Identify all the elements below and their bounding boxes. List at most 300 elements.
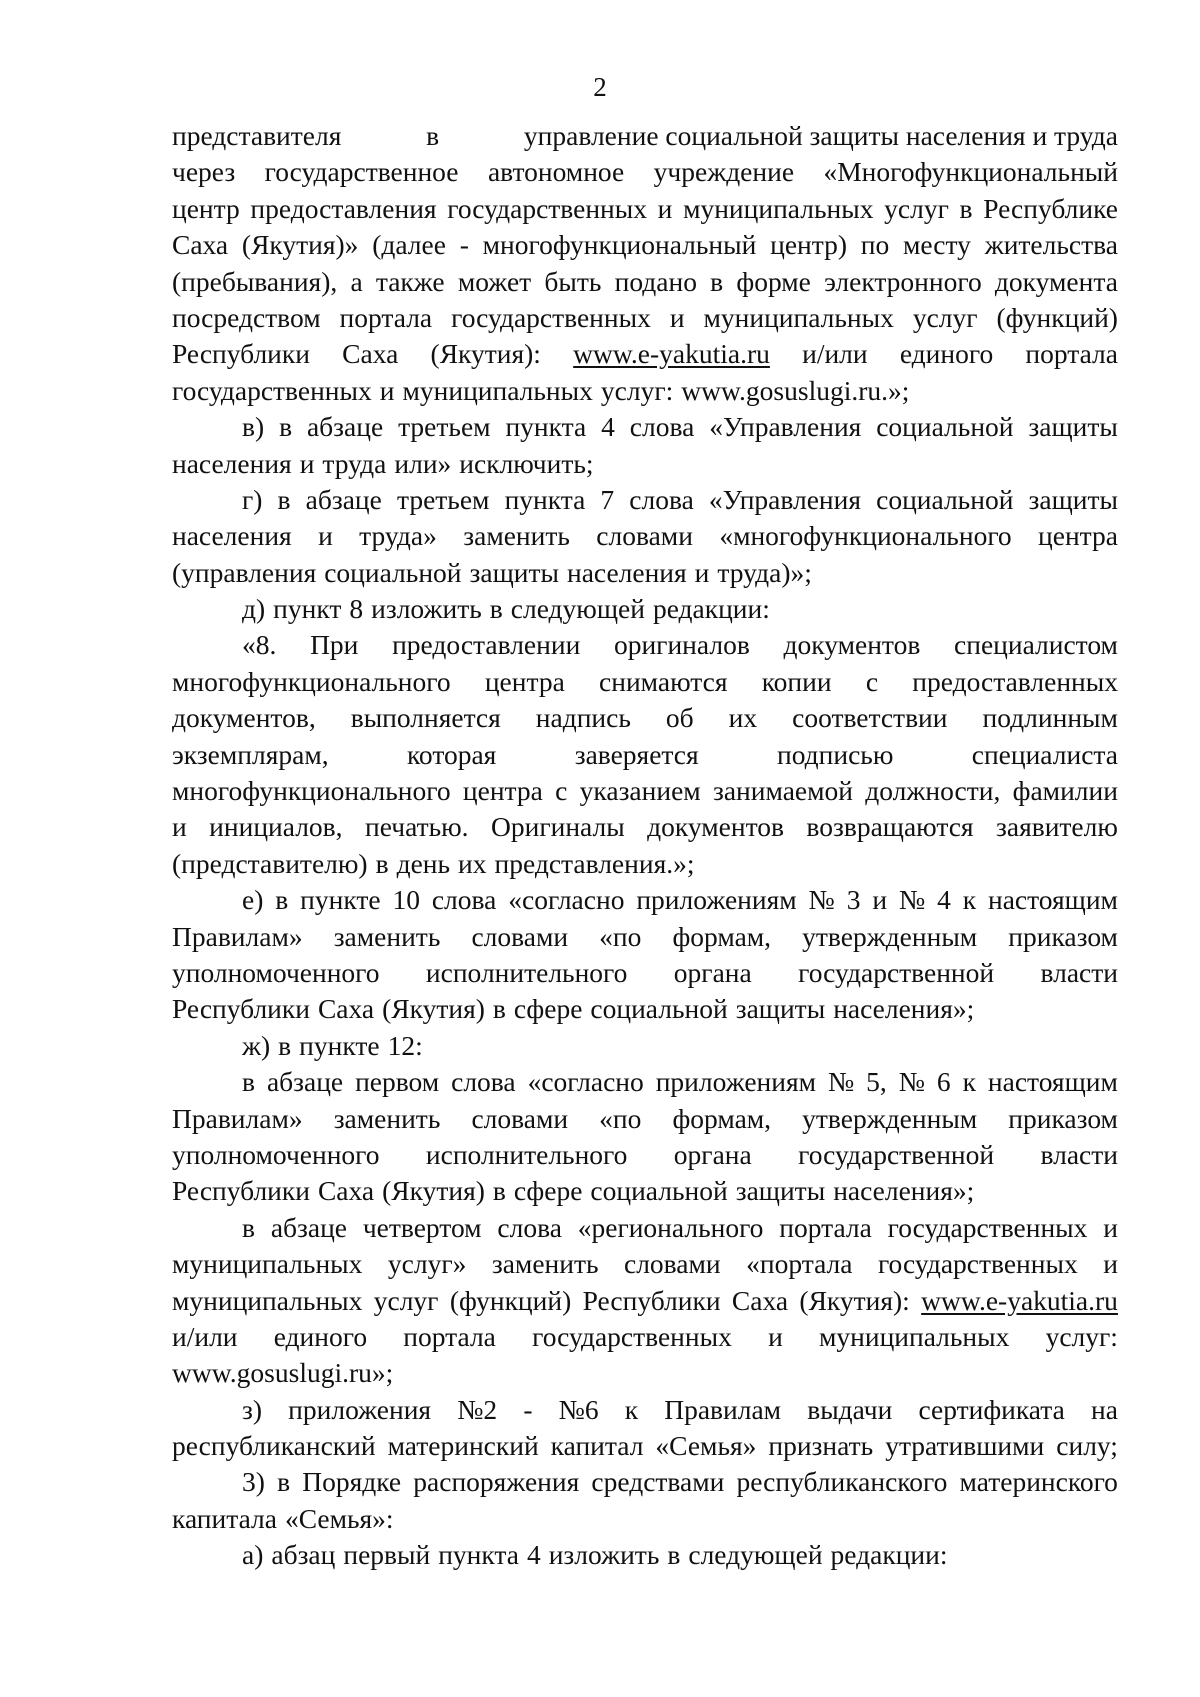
text-word: муниципальных: [818, 1320, 1010, 1352]
text-word: (далее: [372, 229, 446, 261]
text-word: приказом: [1008, 1102, 1118, 1134]
text-word: экземплярам,: [172, 738, 329, 770]
text-word: муниципальных: [172, 1248, 363, 1280]
text-word: оригиналов: [613, 629, 750, 661]
text-word: управление социальной защиты населения и труда: [523, 120, 1118, 151]
text-word: словами: [596, 520, 693, 552]
text-word: (Якутия):: [430, 338, 541, 370]
text-line: [172, 1464, 1118, 1500]
text-word: Саха: [172, 229, 229, 261]
text-word: на: [1090, 1393, 1118, 1425]
text-word: следующей: [688, 1539, 823, 1571]
text-word: надпись: [535, 702, 631, 734]
text-word: социальной: [590, 1175, 728, 1207]
text-word: (функций): [449, 1284, 572, 1316]
text-word: абзаце: [306, 411, 384, 443]
text-word: словами: [471, 920, 569, 952]
text-word: Саха: [317, 993, 375, 1025]
text-word: услуг: [373, 1284, 439, 1316]
text-word: в: [277, 483, 291, 515]
text-word: населения: [566, 556, 687, 588]
text-word: республиканского: [736, 1466, 948, 1498]
text-line: [172, 627, 1118, 663]
text-word: №6: [558, 1393, 599, 1425]
text-word: труда»: [359, 520, 437, 552]
text-word: с: [555, 775, 568, 807]
text-line: [172, 482, 1118, 518]
text-word: занимаемой: [712, 775, 853, 807]
text-word: «Управления: [709, 411, 862, 443]
text-word: и: [318, 520, 333, 552]
text-word: силу;: [1056, 1430, 1118, 1462]
text-word: центра: [462, 775, 543, 807]
text-line: [172, 1501, 1118, 1537]
text-word: выполняется: [350, 702, 501, 734]
text-line: [172, 154, 1118, 190]
text-word: подано: [614, 265, 697, 297]
text-line: [172, 991, 1118, 1027]
text-word: №: [898, 884, 926, 916]
text-word: формам,: [672, 1102, 772, 1134]
text-line: [172, 1173, 1118, 1209]
text-word: капитала: [172, 1502, 277, 1534]
text-word: в: [710, 265, 724, 297]
text-word: Правилам»: [172, 920, 303, 952]
text-word: Саха: [731, 1284, 789, 1316]
text-word: капитал: [550, 1430, 644, 1462]
text-word: в: [375, 847, 389, 879]
text-word: инициалов,: [209, 811, 343, 843]
text-word: социальной: [590, 993, 728, 1025]
text-word: и: [1103, 1248, 1118, 1280]
text-word: органа: [673, 956, 752, 988]
text-word: единого: [899, 338, 994, 370]
text-word: копии: [761, 665, 832, 697]
text-word: которая: [406, 738, 497, 770]
text-word: утратившими: [885, 1430, 1045, 1462]
text-word: и: [1103, 1211, 1118, 1243]
text-line: [172, 1355, 1118, 1391]
text-line: [172, 737, 1118, 773]
text-word: государственных: [887, 1211, 1088, 1243]
text-word: муниципальных: [172, 1284, 363, 1316]
text-word: предоставления: [250, 192, 437, 224]
text-word: труда: [322, 447, 387, 479]
text-word: «Семья»:: [284, 1502, 394, 1534]
text-word: 6: [936, 1066, 951, 1098]
text-word: центра: [1038, 520, 1118, 552]
text-word: выдачи: [807, 1393, 893, 1425]
text-line: [172, 191, 1118, 227]
text-word: 7: [600, 483, 615, 515]
text-word: настоящим: [987, 884, 1118, 916]
text-word: -: [459, 229, 469, 261]
text-word: ж): [242, 1029, 271, 1061]
text-word: «Управления: [708, 483, 862, 515]
text-word: портала: [779, 1211, 872, 1243]
text-word: в: [667, 1539, 681, 1571]
text-word: подлинным: [982, 702, 1118, 734]
text-word: Республике: [983, 192, 1118, 224]
text-word: единого: [273, 1320, 368, 1352]
text-word: в: [959, 192, 973, 224]
text-line: [172, 1246, 1118, 1282]
text-word: услуг»: [387, 1248, 467, 1280]
text-word: пункта: [438, 1539, 519, 1571]
text-line: [172, 1428, 1118, 1464]
text-word: №: [898, 1066, 925, 1098]
text-word: заявителю: [996, 811, 1118, 843]
text-word: документов,: [172, 702, 316, 734]
text-word: и: [768, 1320, 783, 1352]
text-word: исполнительного: [425, 1138, 628, 1170]
text-word: посредством: [172, 301, 321, 333]
text-word: в: [242, 1066, 255, 1098]
text-word: (функций): [996, 301, 1118, 333]
text-word: №: [808, 884, 835, 916]
text-word: социальной: [324, 556, 462, 588]
text-word: и: [299, 447, 315, 479]
text-word: государственных: [451, 301, 651, 333]
text-word: печатью.: [365, 811, 469, 843]
text-word: социальной: [876, 483, 1014, 515]
text-word: слова: [629, 483, 694, 515]
text-word: защиты: [735, 1175, 826, 1207]
text-word: предоставлении: [392, 629, 581, 661]
text-word: об: [665, 702, 694, 734]
text-word: в: [492, 1175, 506, 1207]
text-word: (управления: [172, 556, 317, 588]
text-word: признать: [768, 1430, 874, 1462]
text-line: [172, 955, 1118, 991]
text-word: формам,: [672, 920, 772, 952]
text-word: приложениям: [655, 1066, 817, 1098]
text-word: материнского: [959, 1466, 1118, 1498]
text-word: муниципальных: [703, 301, 894, 333]
text-word: услуг: [884, 192, 949, 224]
text-line: [172, 264, 1118, 300]
text-word: населения: [172, 520, 292, 552]
text-word: заменить: [463, 520, 570, 552]
text-word: государственных: [172, 374, 372, 406]
text-word: Республики: [172, 338, 310, 370]
text-word: утвержденным: [802, 1102, 978, 1134]
text-word: специалиста: [971, 738, 1118, 770]
text-word: и: [872, 884, 888, 916]
text-word: третьем: [396, 483, 490, 515]
text-word: (Якутия): [382, 993, 485, 1025]
text-word: слова: [451, 1066, 516, 1098]
text-word: возвращаются: [806, 811, 974, 843]
text-word: в: [275, 884, 289, 916]
text-word: приложениям: [636, 884, 797, 916]
text-word: приложения: [288, 1393, 432, 1425]
text-word: и/или: [802, 338, 868, 370]
text-word: учреждение: [653, 156, 795, 188]
text-word: «Семья»: [655, 1430, 757, 1462]
text-word: настоящим: [987, 1066, 1118, 1098]
text-line: [172, 1319, 1118, 1355]
text-word: форме: [736, 265, 811, 297]
text-word: Правилам: [664, 1393, 782, 1425]
text-line: [172, 555, 1118, 591]
text-word: 3: [846, 884, 861, 916]
text-line: [172, 336, 1118, 372]
text-word: представления.»;: [494, 847, 695, 879]
text-word: следующей: [510, 593, 645, 625]
text-word: уполномоченного: [172, 1138, 380, 1170]
hyperlink[interactable]: www.e-yakutia.ru: [573, 338, 770, 370]
text-word: пункта: [505, 411, 587, 443]
text-word: «регионального: [577, 1211, 764, 1243]
text-word: (представителю): [172, 847, 368, 879]
page-number: 2: [593, 72, 607, 102]
text-word: портала: [403, 1320, 496, 1352]
text-word: портала: [339, 301, 433, 333]
text-word: также: [375, 265, 445, 297]
text-word: труда)»;: [717, 556, 812, 588]
text-line: [172, 227, 1118, 263]
text-word: слова: [629, 411, 695, 443]
text-word: автономное: [487, 156, 625, 188]
text-line: [172, 700, 1118, 736]
text-word: может: [457, 265, 532, 297]
text-word: защиты: [469, 556, 559, 588]
text-word: защиты: [1028, 483, 1118, 515]
text-word: Саха: [317, 1175, 375, 1207]
text-word: 12:: [387, 1029, 423, 1061]
text-word: документов: [647, 811, 784, 843]
text-word: Правилам»: [172, 1102, 303, 1134]
text-word: услуг:: [1045, 1320, 1118, 1352]
text-word: сфере: [513, 993, 583, 1025]
text-word: и: [694, 556, 710, 588]
text-word: №: [827, 1066, 855, 1098]
text-word: «по: [599, 920, 642, 952]
hyperlink[interactable]: www.e-yakutia.ru: [921, 1284, 1118, 1316]
text-word: №2: [457, 1393, 498, 1425]
text-line: [172, 1137, 1118, 1173]
text-word: словами: [624, 1248, 721, 1280]
text-word: их: [458, 847, 487, 879]
text-line: [172, 1392, 1118, 1428]
text-word: Оригиналы: [491, 811, 625, 843]
text-word: заменить: [333, 920, 441, 952]
text-word: е): [242, 884, 264, 916]
text-word: Республики: [172, 1175, 310, 1207]
text-word: 8: [349, 593, 364, 625]
text-word: з): [242, 1393, 263, 1425]
text-word: пункте: [299, 1029, 380, 1061]
text-word: портала: [1025, 338, 1118, 370]
text-word: в: [279, 411, 293, 443]
text-word: www.gosuslugi.ru»;: [172, 1357, 394, 1389]
text-word: 10: [392, 884, 420, 916]
text-word: www.gosuslugi.ru.»;: [681, 374, 910, 406]
text-line: [172, 882, 1118, 918]
text-word: многофункционального: [172, 665, 451, 697]
text-word: Порядке: [302, 1466, 402, 1498]
text-word: (Якутия): [382, 1175, 485, 1207]
text-word: в: [278, 1029, 292, 1061]
text-word: и: [379, 374, 395, 406]
text-word: республиканский: [172, 1430, 376, 1462]
text-line: [172, 1028, 1118, 1064]
text-word: абзаце: [270, 1211, 348, 1243]
text-word: к: [962, 884, 977, 916]
text-word: многофункционального: [172, 775, 451, 807]
text-word: 4: [526, 1539, 541, 1571]
text-word: исключить;: [459, 447, 594, 479]
text-line: [172, 409, 1118, 445]
text-word: центр: [172, 192, 240, 224]
text-line: [172, 1101, 1118, 1137]
text-word: услуг: [912, 301, 978, 333]
text-word: власти: [1040, 956, 1118, 988]
text-word: соответствии: [792, 702, 948, 734]
text-word: слова: [431, 884, 497, 916]
text-word: снимаются: [599, 665, 728, 697]
text-word: пункта: [504, 483, 586, 515]
text-word: исполнительного: [425, 956, 628, 988]
text-word: (пребывания),: [172, 265, 338, 297]
text-word: муниципальных: [683, 192, 874, 224]
text-word: редакции:: [652, 593, 770, 625]
text-line: [172, 1210, 1118, 1246]
text-word: в: [426, 120, 440, 151]
text-word: 4: [601, 411, 615, 443]
text-word: должности,: [865, 775, 1001, 807]
text-word: д): [242, 593, 266, 625]
text-word: (Якутия):: [799, 1284, 910, 1316]
text-word: абзаце: [305, 483, 382, 515]
text-word: государственное: [264, 156, 459, 188]
text-word: заменить: [491, 1248, 599, 1280]
text-word: первый: [343, 1539, 431, 1571]
text-word: абзац: [271, 1539, 336, 1571]
text-word: муниципальных: [402, 374, 593, 406]
text-word: государственных: [877, 1248, 1078, 1280]
text-word: с: [865, 665, 879, 697]
text-word: «по: [599, 1102, 642, 1134]
text-word: представителя: [172, 120, 342, 151]
text-word: третьем: [398, 411, 491, 443]
text-word: или»: [394, 447, 452, 479]
text-word: четвертом: [362, 1211, 482, 1243]
text-word: словами: [471, 1102, 569, 1134]
text-word: защиты: [1028, 411, 1118, 443]
text-word: населения»;: [833, 993, 975, 1025]
text-word: уполномоченного: [172, 956, 380, 988]
text-line: [172, 809, 1118, 845]
text-word: 5,: [866, 1066, 887, 1098]
text-word: власти: [1040, 1138, 1118, 1170]
text-word: заверяется: [574, 738, 699, 770]
text-word: распоряжения: [413, 1466, 580, 1498]
text-line: [172, 518, 1118, 554]
text-word: по: [860, 229, 890, 261]
text-word: и: [657, 192, 673, 224]
text-word: подписью: [776, 738, 894, 770]
text-word: защиты: [735, 993, 826, 1025]
text-line: [172, 773, 1118, 809]
text-word: «согласно: [527, 1066, 644, 1098]
text-word: центра: [484, 665, 565, 697]
text-word: а: [350, 265, 363, 297]
text-word: и: [172, 811, 187, 843]
text-line: [172, 846, 1118, 882]
text-word: Саха: [342, 338, 399, 370]
document-body: [172, 118, 1118, 1574]
text-word: социальной: [876, 411, 1014, 443]
text-word: государственной: [798, 1138, 995, 1170]
text-word: утвержденным: [802, 920, 978, 952]
text-line: [172, 919, 1118, 955]
text-word: изложить: [548, 1539, 660, 1571]
text-line: [172, 664, 1118, 700]
text-word: материнский: [387, 1430, 539, 1462]
text-word: органа: [673, 1138, 752, 1170]
text-word: в: [277, 1466, 291, 1498]
text-word: месту: [903, 229, 971, 261]
text-word: г): [242, 483, 263, 515]
text-word: государственных: [532, 1320, 732, 1352]
text-line: [172, 1064, 1118, 1100]
text-line: [172, 118, 1118, 154]
text-word: в: [242, 1211, 255, 1243]
text-line: [172, 1283, 1118, 1319]
text-word: сфере: [513, 1175, 583, 1207]
text-word: средствами: [591, 1466, 725, 1498]
text-word: в: [489, 593, 503, 625]
text-word: в: [492, 993, 506, 1025]
text-line: [172, 300, 1118, 336]
text-word: «согласно: [508, 884, 625, 916]
text-word: первом: [355, 1066, 440, 1098]
text-word: через: [172, 156, 236, 188]
text-word: заменить: [333, 1102, 441, 1134]
text-word: услуг:: [600, 374, 674, 406]
text-word: документа: [994, 265, 1118, 297]
text-word: электронного: [824, 265, 982, 297]
text-word: специалистом: [954, 629, 1118, 661]
text-line: [172, 591, 1118, 627]
text-word: многофункциональный: [482, 229, 757, 261]
text-word: к: [624, 1393, 639, 1425]
text-word: быть: [544, 265, 602, 297]
text-word: «портала: [746, 1248, 853, 1280]
text-word: (Якутия)»: [241, 229, 359, 261]
text-word: и: [669, 301, 685, 333]
text-word: населения: [172, 447, 292, 479]
text-word: жительства: [984, 229, 1118, 261]
text-word: указанием: [579, 775, 701, 807]
text-word: пункте: [300, 884, 381, 916]
text-word: Республики: [582, 1284, 721, 1316]
text-word: «многофункционального: [719, 520, 1012, 552]
text-word: абзаце: [266, 1066, 344, 1098]
text-word: 4: [937, 884, 951, 916]
text-word: слова: [497, 1211, 562, 1243]
text-line: [172, 373, 1118, 409]
text-word: 3): [242, 1466, 265, 1498]
text-word: документов: [783, 629, 921, 661]
text-word: редакции:: [830, 1539, 948, 1571]
text-word: предоставленных: [912, 665, 1118, 697]
text-word: государственной: [798, 956, 995, 988]
text-word: населения»;: [833, 1175, 975, 1207]
text-word: их: [728, 702, 758, 734]
